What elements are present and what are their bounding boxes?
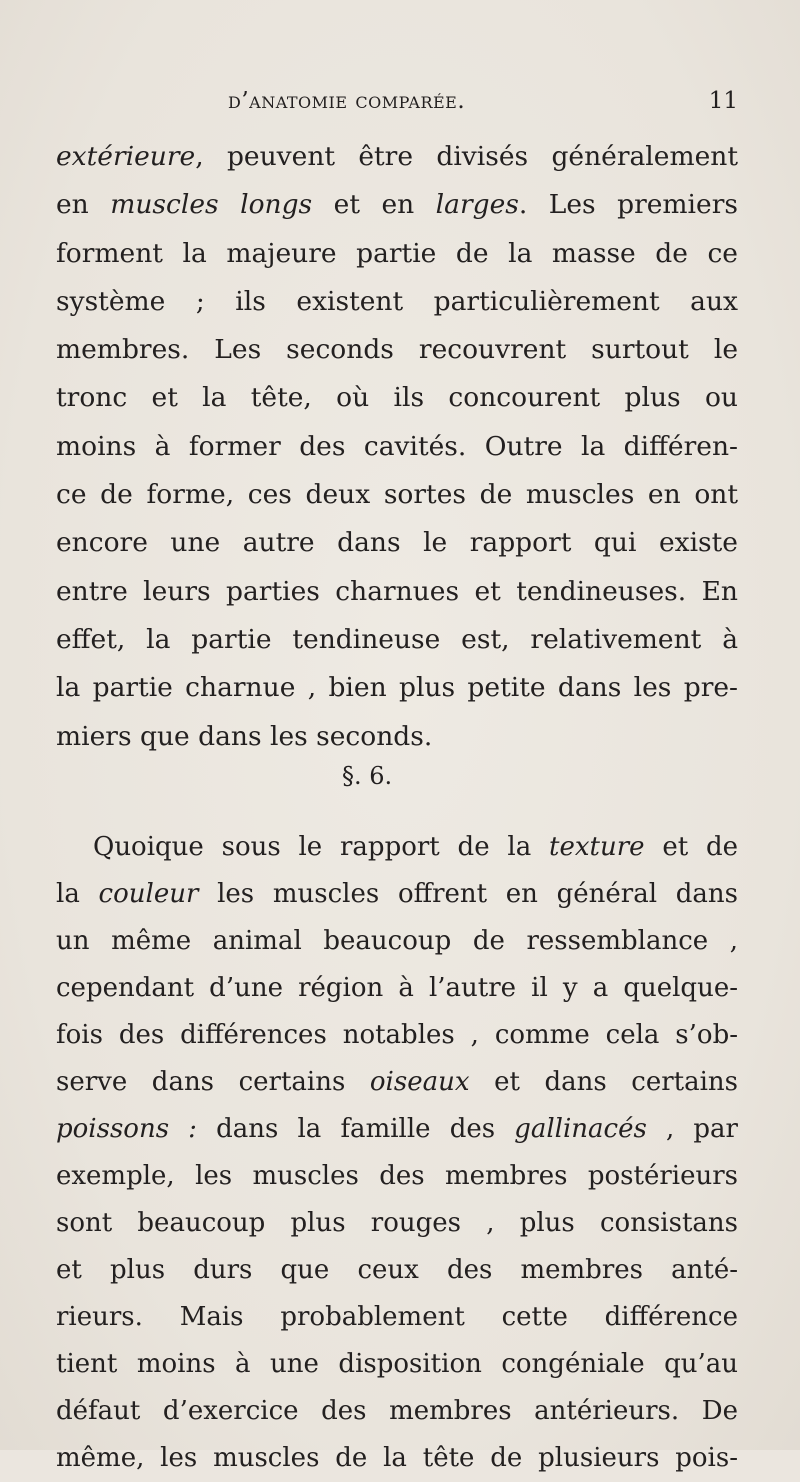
text-line: fois des différences notables , comme cela s’ob- bbox=[56, 1020, 738, 1050]
text-line: Quoique sous le rapport de la texture et de bbox=[93, 832, 738, 862]
paragraph-2 bbox=[56, 824, 738, 1482]
text-line: cependant d’une région à l’autre il y a quelque- bbox=[56, 973, 738, 1003]
page-number: 11 bbox=[708, 88, 738, 114]
text-line: un même animal beaucoup de ressemblance , bbox=[56, 926, 738, 956]
text-line: encore une autre dans le rapport qui existe bbox=[56, 527, 738, 559]
text-line: poissons : dans la famille des gallinacés , par bbox=[56, 1114, 738, 1144]
text-line: sont beaucoup plus rouges , plus consistans bbox=[56, 1208, 738, 1238]
text-line: système ; ils existent particulièrement aux bbox=[56, 285, 738, 317]
text-line: exemple, les muscles des membres postérieurs bbox=[56, 1161, 738, 1191]
text-line: extérieure, peuvent être divisés généralement bbox=[56, 141, 738, 172]
text-line: tient moins à une disposition congéniale qu’au bbox=[56, 1349, 738, 1379]
text-line: moins à former des cavités. Outre la différen- bbox=[56, 430, 738, 462]
text-line: même, les muscles de la tête de plusieurs pois- bbox=[56, 1443, 738, 1473]
text-line: et plus durs que ceux des membres anté- bbox=[56, 1255, 738, 1285]
text-line: tronc et la tête, où ils concourent plus ou bbox=[56, 382, 738, 414]
text-line: entre leurs parties charnues et tendineuses. En bbox=[56, 575, 738, 607]
text-line: forment la majeure partie de la masse de ce bbox=[56, 237, 738, 269]
text-line: membres. Les seconds recouvrent surtout le bbox=[56, 334, 738, 366]
text-line: miers que dans les seconds. bbox=[56, 720, 433, 752]
text-line: serve dans certains oiseaux et dans certains bbox=[56, 1067, 738, 1097]
paragraph-1 bbox=[56, 133, 738, 761]
text-line: rieurs. Mais probablement cette différence bbox=[56, 1302, 738, 1332]
page-header bbox=[56, 88, 738, 124]
text-line: effet, la partie tendineuse est, relativement à bbox=[56, 623, 738, 655]
section-heading: §. 6. bbox=[342, 762, 393, 790]
running-head: d’anatomie comparée. bbox=[228, 88, 466, 114]
text-line: en muscles longs et en larges. Les premiers bbox=[56, 189, 738, 221]
text-line: défaut d’exercice des membres antérieurs. De bbox=[56, 1396, 738, 1426]
text-line: la partie charnue , bien plus petite dans les pre- bbox=[56, 672, 738, 704]
text-line: la couleur les muscles offrent en général dans bbox=[56, 879, 738, 909]
text-line: ce de forme, ces deux sortes de muscles en ont bbox=[56, 479, 738, 511]
